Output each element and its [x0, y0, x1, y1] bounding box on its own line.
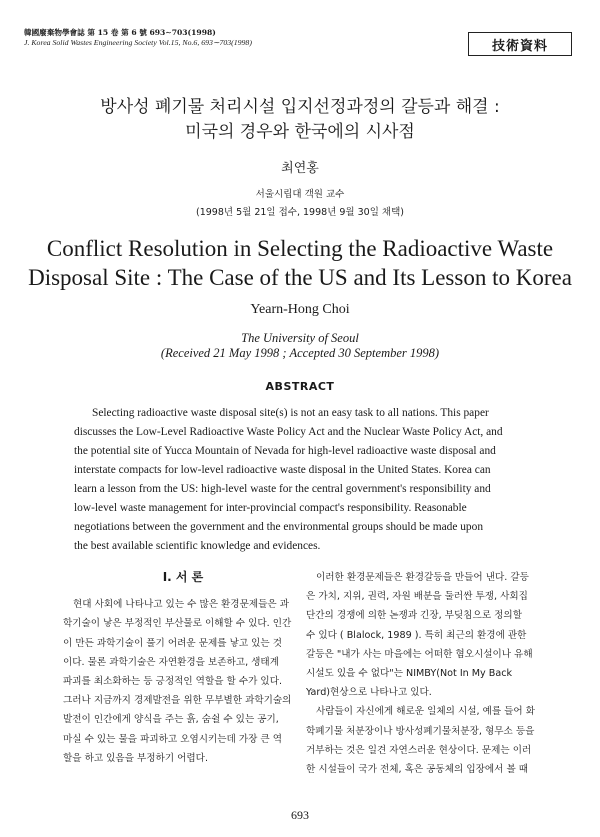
body-line: 그러나 지금까지 경제발전을 위한 무부별한 과학기술의 [63, 695, 292, 707]
body-line: 단간의 경쟁에 의한 논쟁과 긴장, 부딪침으로 정의할 [306, 610, 522, 622]
abstract-line: Selecting radioactive waste disposal site(s) is not an easy task to all nations. This paper [92, 407, 489, 419]
abstract-heading: ABSTRACT [265, 380, 335, 393]
category-badge: 技術資料 [468, 32, 572, 56]
abstract-line: the potential site of Yucca Mountain of Nevada for high-level radioactive waste disposal and [74, 445, 496, 457]
english-received-date: (Received 21 May 1998 ; Accepted 30 September 1998) [160, 346, 440, 360]
abstract-line: discusses the Low-Level Radioactive Waste Policy Act and the Nuclear Waste Policy Act, and [74, 426, 503, 438]
abstract-line: low-level waste management for inter-provincial compact's responsibility. Reasonable [74, 502, 467, 514]
body-line: 갈등은 "내가 사는 마을에는 어떠한 혐오시설이나 유해 [306, 648, 533, 660]
page-number: 693 [291, 808, 309, 822]
body-line: 할을 하고 있음을 부정하기 어렵다. [63, 752, 208, 764]
body-line: 파괴를 최소화하는 등 긍정적인 역할을 할 수가 있다. [63, 676, 283, 688]
body-line: 한 시설들이 국가 전체, 혹은 공동체의 입장에서 볼 때 [306, 764, 529, 776]
body-column-right [306, 568, 546, 779]
body-line: 학폐기물 처분장이나 방사성폐기물처분장, 형무소 등을 [306, 725, 535, 737]
korean-title-line: 미국의 경우와 한국에의 시사점 [185, 122, 415, 142]
body-line: 이다. 물론 과학기술은 자연환경을 보존하고, 생태계 [63, 656, 279, 668]
body-line: 발전이 인간에게 양식을 주는 흙, 숨쉴 수 있는 공기, [63, 714, 279, 726]
korean-received-date: (1998년 5월 21일 접수, 1998년 9월 30일 채택) [196, 207, 404, 218]
english-title-line: Disposal Site : The Case of the US and Its Lesson to Korea [28, 265, 572, 290]
korean-affiliation: 서울시립대 객원 교수 [255, 189, 345, 200]
body-line: 학기술이 낳은 부정적인 부산물로 이해할 수 있다. 인간 [63, 618, 292, 630]
abstract-line: interstate compacts for low-level radioactive waste disposal in the United States. Korea can [74, 464, 491, 476]
english-title [0, 234, 600, 292]
body-column-left [63, 568, 303, 768]
body-line: 마실 수 있는 물을 파괴하고 오염시키는데 가장 큰 역 [63, 733, 283, 745]
korean-author: 최연홍 [281, 161, 319, 176]
journal-header [24, 28, 384, 48]
abstract-line: learn a lesson from the US: high-level waste for the central government's responsibility and [74, 483, 491, 495]
body-line: 이 만든 과학기술이 풀기 어려운 문제를 낳고 있는 것 [63, 637, 283, 649]
journal-citation-ko: 韓國廢棄物學會誌 第 15 卷 第 6 號 693∼703(1998) [24, 28, 216, 37]
korean-title-line: 방사성 폐기물 처리시설 입지선정과정의 갈등과 해결 : [100, 97, 500, 117]
abstract-line: negotiations between the government and the environmental groups should be made upon [74, 521, 484, 533]
body-line: 이러한 환경문제들은 환경갈등을 만들어 낸다. 갈등 [316, 572, 529, 583]
abstract-body [74, 404, 534, 556]
body-line: Yard)현상으로 나타나고 있다. [306, 687, 432, 699]
body-line: 시설도 있을 수 없다"는 NIMBY(Not In My Back [306, 668, 513, 680]
body-line: 사람들이 자신에게 해로운 일체의 시설, 예를 들어 화 [316, 706, 536, 718]
journal-citation-en: J. Korea Solid Wastes Engineering Society Vol.15, No.6, 693∼703(1998) [24, 38, 252, 47]
abstract-line: the best available scientific knowledge and evidences. [74, 540, 321, 552]
body-line: 은 가치, 지위, 권력, 자원 배분을 둘러싼 투쟁, 사회집 [306, 591, 528, 603]
english-affiliation: The University of Seoul [241, 331, 359, 345]
english-title-line: Conflict Resolution in Selecting the Radioactive Waste [46, 236, 554, 261]
english-affiliation-block [0, 331, 600, 361]
english-author: Yearn-Hong Choi [250, 302, 350, 317]
body-line: 수 있다 ( Blalock, 1989 ). 특히 최근의 환경에 관한 [306, 629, 527, 641]
body-line: 거부하는 것은 일견 자연스러운 현상이다. 문제는 이러 [306, 744, 532, 756]
body-line: 현대 사회에 나타나고 있는 수 많은 환경문제들은 과 [73, 599, 289, 611]
section-heading: Ⅰ. 서 론 [162, 570, 204, 584]
korean-title [0, 95, 600, 145]
